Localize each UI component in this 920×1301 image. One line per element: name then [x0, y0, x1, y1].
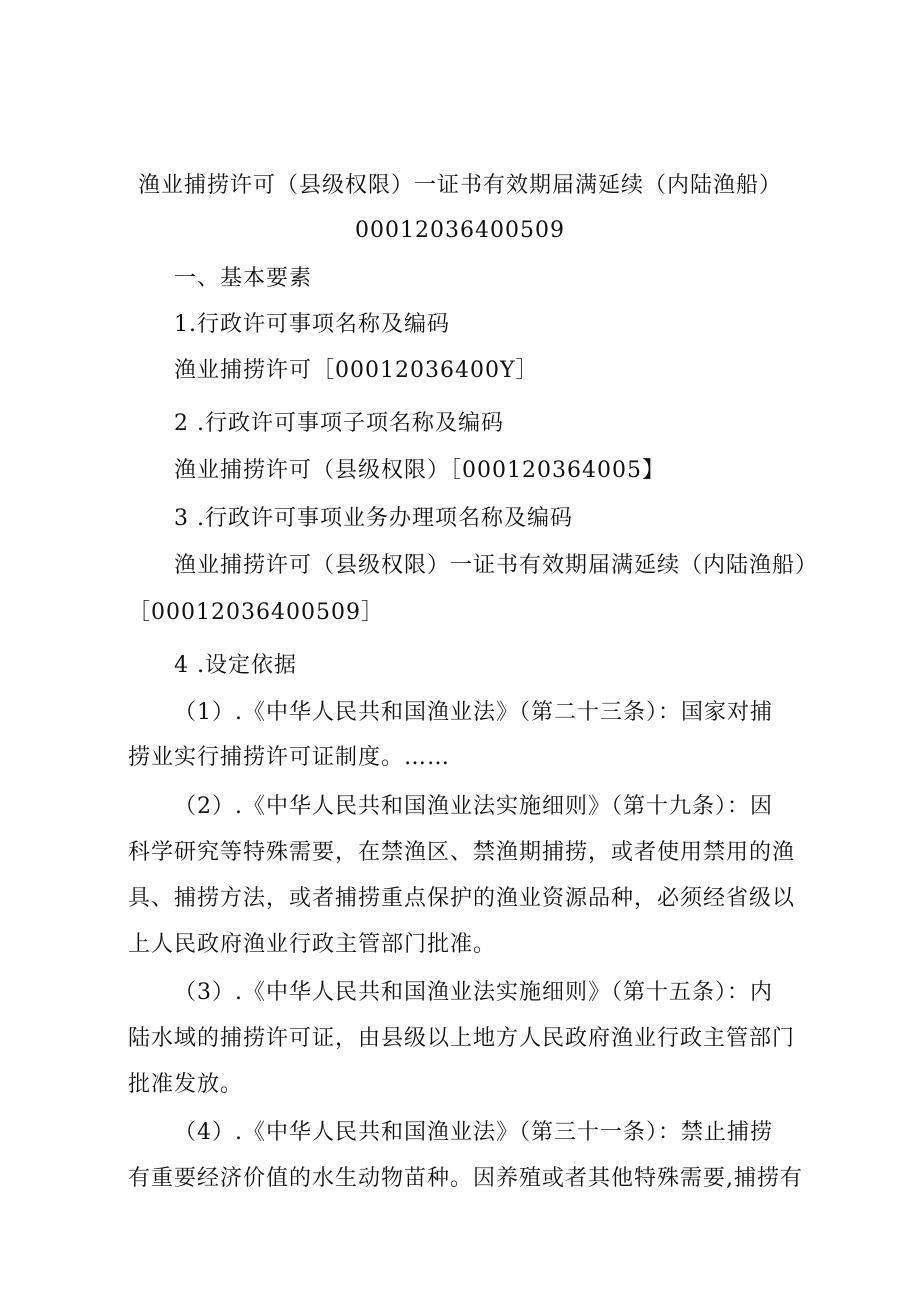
basis2-line2: 科学研究等特殊需要，在禁渔区、禁渔期捕捞，或者使用禁用的渔	[128, 840, 796, 865]
item4-heading: 4 .设定依据	[174, 653, 297, 678]
basis2-line4: 上人民政府渔业行政主管部门批准。	[128, 932, 497, 957]
item3-value-line2: ［00012036400509］	[128, 600, 384, 625]
item3-heading: 3 .行政许可事项业务办理项名称及编码	[174, 506, 573, 531]
item3-value-line1: 渔业捕捞许可（县级权限）一证书有效期届满延续（内陆渔船）	[174, 553, 819, 578]
basis3-line3: 批准发放。	[128, 1072, 244, 1097]
basis3-line2: 陆水域的捕捞许可证，由县级以上地方人民政府渔业行政主管部门	[128, 1026, 796, 1051]
basis4-line2: 有重要经济价值的水生动物苗种。因养殖或者其他特殊需要,捕捞有	[128, 1166, 803, 1191]
item2-heading: 2 .行政许可事项子项名称及编码	[174, 411, 504, 436]
basis1-line2: 捞业实行捕捞许可证制度。……	[128, 745, 451, 770]
basis1-line1: （1）.《中华人民共和国渔业法》（第二十三条）：国家对捕	[174, 700, 773, 725]
basis3-line1: （3）.《中华人民共和国渔业法实施细则》（第十五条）：内	[174, 980, 773, 1005]
basis2-line1: （2）.《中华人民共和国渔业法实施细则》（第十九条）：因	[174, 794, 773, 819]
section-heading-basic-elements: 一、基本要素	[174, 266, 313, 291]
item2-value: 渔业捕捞许可（县级权限）［000120364005】	[174, 458, 665, 483]
item1-heading: 1.行政许可事项名称及编码	[174, 312, 450, 337]
basis4-line1: （4）.《中华人民共和国渔业法》（第三十一条）：禁止捕捞	[174, 1120, 773, 1145]
item1-value: 渔业捕捞许可［00012036400Y］	[174, 358, 539, 383]
document-title: 渔业捕捞许可（县级权限）一证书有效期届满延续（内陆渔船）	[137, 173, 782, 198]
document-title-code: 00012036400509	[355, 218, 565, 243]
basis2-line3: 具、捕捞方法，或者捕捞重点保护的渔业资源品种，必须经省级以	[128, 886, 796, 911]
